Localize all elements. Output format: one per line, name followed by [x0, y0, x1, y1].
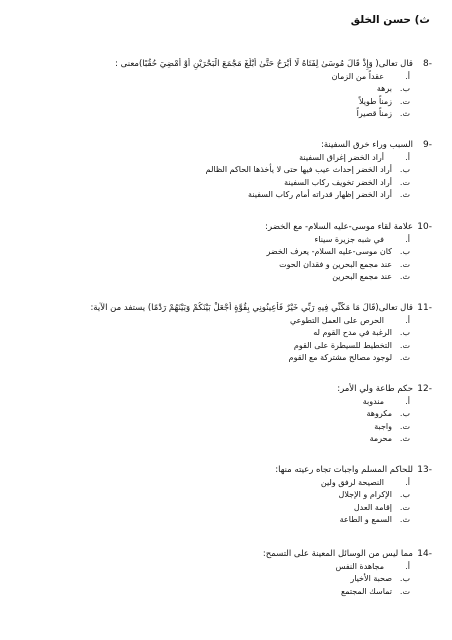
option-text: محرمة [369, 434, 392, 444]
question-text: علامة لقاء موسى-عليه السلام- مع الخضر: [265, 222, 413, 232]
option-text: زمناً قصيراً [356, 109, 392, 119]
option-letter: أ. [405, 153, 410, 162]
option-text: السمع و الطاعة [339, 515, 392, 525]
answer-option [12, 271, 410, 283]
option-letter: ث. [399, 272, 410, 282]
answer-option [12, 586, 410, 598]
option-text: مجاهدة النفس [335, 562, 384, 571]
question-number: 12- [417, 384, 432, 394]
question-stem [12, 464, 432, 476]
option-letter: ت. [399, 259, 410, 269]
answer-option [12, 71, 410, 83]
answer-option [12, 315, 410, 327]
answer-option [12, 164, 410, 176]
answer-option [12, 246, 410, 258]
section-title: ث) حسن الخلق [350, 14, 430, 26]
option-text: عند مجمع البحرين و فقدان الحوت [279, 259, 392, 269]
option-text: عقداً من الزمان [331, 72, 384, 81]
answer-option [12, 396, 410, 408]
option-text: تماسك المجتمع [340, 586, 392, 596]
question-10 [12, 221, 432, 284]
question-stem [12, 139, 432, 151]
answer-option [12, 408, 410, 420]
option-text: مكروهة [366, 409, 392, 419]
answer-options [12, 234, 432, 284]
option-letter: ت. [399, 177, 410, 187]
option-letter: ت. [399, 502, 410, 512]
question-text: للحاكم المسلم واجبات تجاه رعيته منها: [275, 465, 413, 475]
option-text: زمناً طويلاً [358, 96, 392, 106]
option-letter: ب. [399, 84, 410, 94]
option-text: كان موسى-عليه السلام- يعرف الخضر [266, 247, 392, 257]
option-letter: أ. [405, 235, 410, 244]
question-13 [12, 464, 432, 527]
answer-option [12, 421, 410, 433]
answer-option [12, 177, 410, 189]
question-stem [12, 302, 432, 314]
answer-option [12, 189, 410, 201]
answer-option [12, 433, 410, 445]
answer-options [12, 396, 432, 446]
option-text: النصيحة لرفق ولين [320, 478, 384, 487]
answer-option [12, 327, 410, 339]
question-8 [12, 58, 432, 121]
question-stem [12, 548, 432, 560]
answer-option [12, 152, 410, 164]
question-text: حكم طاعة ولي الأمر: [337, 384, 413, 394]
option-text: لوجود مصالح مشتركة مع القوم [288, 353, 392, 363]
answer-option [12, 96, 410, 108]
question-text: السبب وراء خرق السفينة: [320, 140, 413, 150]
answer-option [12, 340, 410, 352]
question-12 [12, 383, 432, 446]
answer-option [12, 514, 410, 526]
answer-option [12, 352, 410, 364]
answer-options [12, 152, 432, 202]
option-letter: ث. [399, 434, 410, 444]
option-letter: ت. [399, 586, 410, 596]
option-letter: ث. [399, 515, 410, 525]
answer-options [12, 315, 432, 365]
option-letter: ب. [399, 490, 410, 500]
option-letter: أ. [405, 478, 410, 487]
question-number: 11- [417, 303, 432, 313]
option-letter: ث. [399, 109, 410, 119]
answer-option [12, 108, 410, 120]
question-11 [12, 302, 432, 365]
option-text: أراد الخضر تخويف ركاب السفينة [284, 177, 392, 187]
option-letter: ب. [399, 328, 410, 338]
option-letter: ث. [399, 190, 410, 200]
question-number: 9- [423, 140, 432, 150]
option-text: في شبه جزيرة سيناء [314, 235, 384, 244]
option-text: عند مجمع البحرين [332, 272, 392, 282]
answer-options [12, 71, 432, 121]
option-letter: ت. [399, 96, 410, 106]
option-letter: ب. [399, 574, 410, 584]
option-letter: أ. [405, 562, 410, 571]
question-14 [12, 548, 432, 598]
option-text: التخطيط للسيطرة على القوم [293, 340, 392, 350]
option-text: إقامة العدل [353, 502, 392, 512]
answer-option [12, 477, 410, 489]
option-letter: أ. [405, 397, 410, 406]
option-letter: ث. [399, 353, 410, 363]
answer-option [12, 502, 410, 514]
answer-options [12, 477, 432, 527]
option-text: أراد الخضر إظهار قدراته أمام ركاب السفينة [247, 190, 392, 200]
question-number: 14- [417, 549, 432, 559]
question-stem [12, 221, 432, 233]
answer-option [12, 573, 410, 585]
answer-option [12, 83, 410, 95]
option-text: أراد الخضر إحداث عيب فيها حتى لا يأخذها الحاكم الظالم [205, 165, 392, 175]
option-letter: ب. [399, 409, 410, 419]
option-letter: ب. [399, 247, 410, 257]
answer-option [12, 234, 410, 246]
answer-option [12, 561, 410, 573]
option-text: مندوبة [362, 397, 384, 406]
option-text: الإكرام و الإجلال [338, 490, 392, 500]
option-text: أراد الخضر إغراق السفينة [299, 153, 384, 162]
option-text: الحرص على العمل التطوعي [289, 316, 384, 325]
question-text: مما ليس من الوسائل المعينة على التسمح: [262, 549, 413, 559]
question-stem [12, 383, 432, 395]
question-stem [12, 58, 432, 70]
option-text: الرغبة في مدح القوم له [313, 328, 392, 338]
option-letter: ت. [399, 340, 410, 350]
answer-option [12, 489, 410, 501]
option-text: صحبة الأخيار [350, 574, 392, 584]
question-text: قال تعالى( وَإِذْ قَالَ مُوسَىٰ لِفَتَاهُ لَا أَبْرَحُ حَتَّىٰ أَبْلُغَ مَجْمَعَ الْبَحْرَيْنِ أَوْ أَمْضِيَ حُقُبًا)معنى : [115, 59, 413, 69]
answer-options [12, 561, 432, 598]
option-letter: أ. [405, 316, 410, 325]
option-letter: ت. [399, 421, 410, 431]
option-letter: ب. [399, 165, 410, 175]
option-text: واجبة [374, 421, 392, 431]
answer-option [12, 259, 410, 271]
option-text: برهة [376, 84, 392, 94]
question-number: 10- [417, 222, 432, 232]
question-9 [12, 139, 432, 202]
question-number: 13- [417, 465, 432, 475]
option-letter: أ. [405, 72, 410, 81]
question-text: قال تعالى(قَالَ مَا مَكَّنِّي فِيهِ رَبِّي خَيْرٌ فَأَعِينُونِي بِقُوَّةٍ أَجْعَلْ بَيْنَكُمْ وَبَيْنَهُمْ رَدْمًا) يستفد من الآية: [90, 303, 413, 313]
question-number: 8- [423, 59, 432, 69]
